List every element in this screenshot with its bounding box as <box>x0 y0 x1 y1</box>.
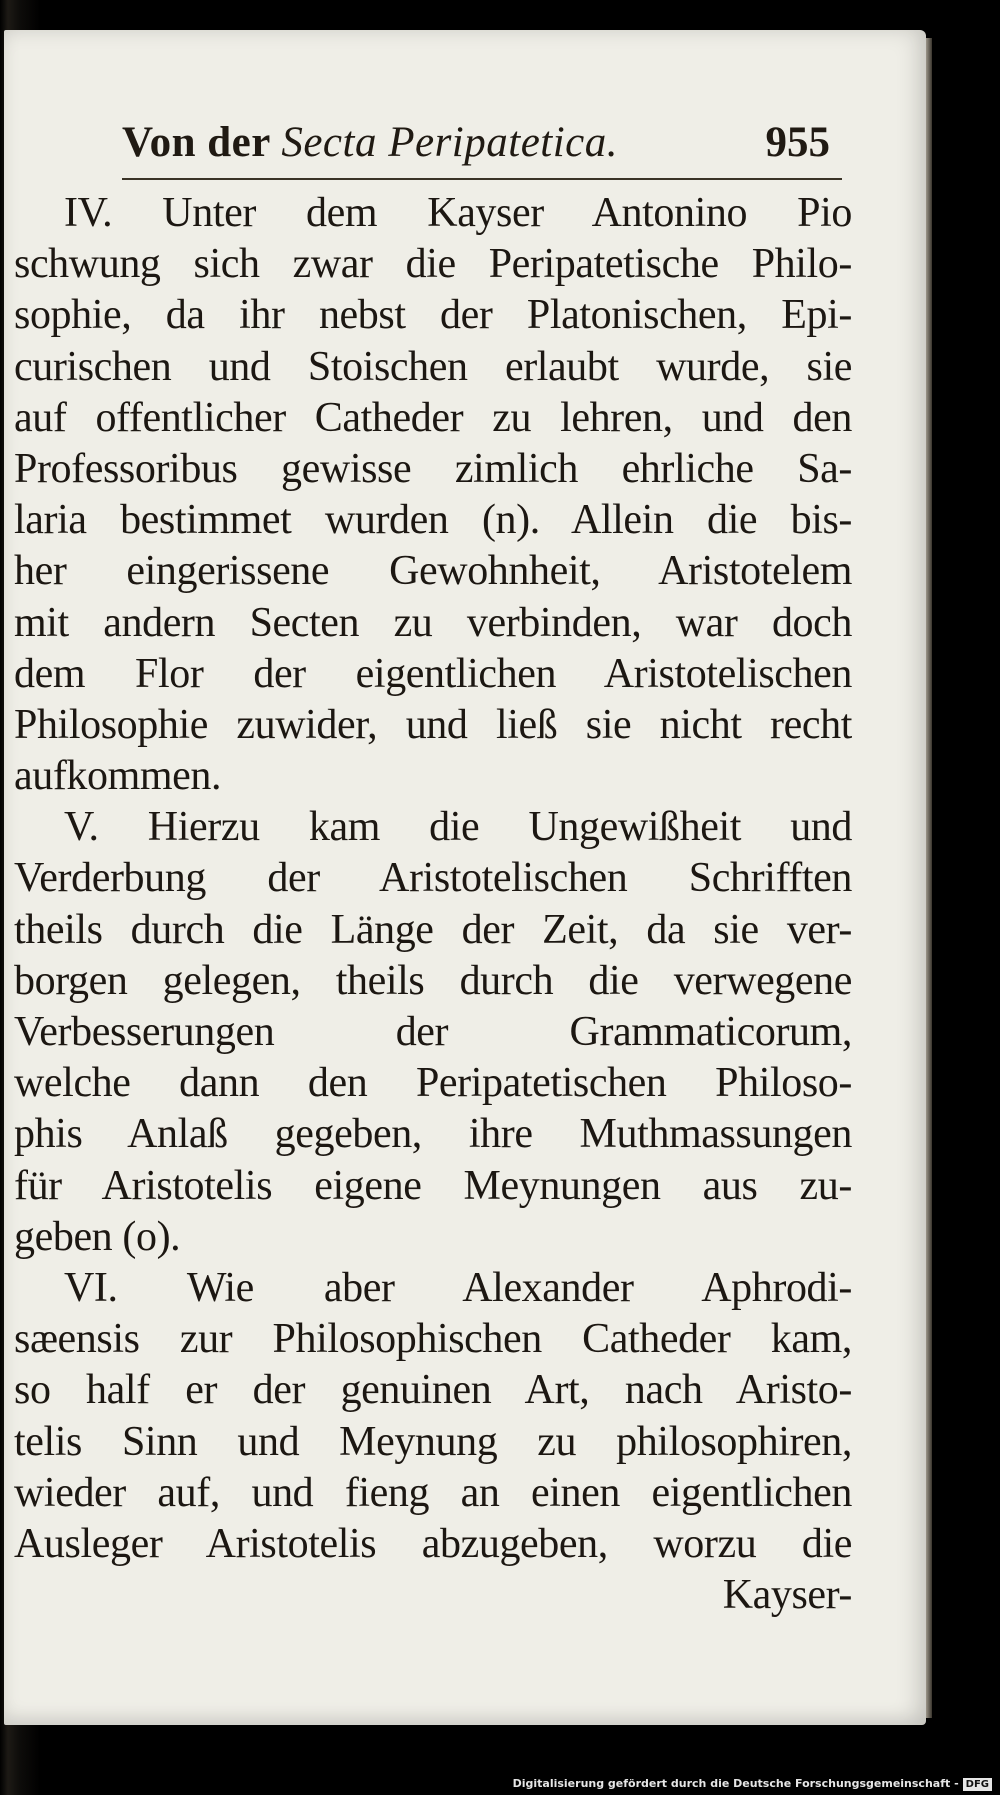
text-line: so half er der genuinen Art, nach Aristo- <box>14 1367 852 1414</box>
text-line: Verderbung der Aristotelischen Schrifften <box>14 855 852 902</box>
text-line: für Aristotelis eigene Meynungen aus zu- <box>14 1162 852 1209</box>
text-line: schwung sich zwar die Peripatetische Philo- <box>14 241 852 288</box>
credit-text: Digitalisierung gefördert durch die Deutsche Forschungsgemeinschaft - <box>512 1777 959 1790</box>
text-line: geben (o). <box>14 1213 181 1260</box>
body-text <box>14 188 852 1621</box>
text-line: V. Hierzu kam die Ungewißheit und <box>64 804 852 851</box>
digitization-credit <box>513 1777 992 1791</box>
text-line: curischen und Stoischen erlaubt wurde, sie <box>14 343 852 390</box>
text-line: sophie, da ihr nebst der Platonischen, Epi- <box>14 292 852 339</box>
text-line: telis Sinn und Meynung zu philosophiren, <box>14 1418 852 1465</box>
text-line: Professoribus gewisse zimlich ehrliche Sa- <box>14 445 852 492</box>
running-title <box>122 118 618 167</box>
text-line: phis Anlaß gegeben, ihre Muthmassungen <box>14 1111 852 1158</box>
text-line: Verbesserungen der Grammaticorum, <box>14 1009 852 1055</box>
text-line: Ausleger Aristotelis abzugeben, worzu die <box>14 1520 852 1567</box>
page-number: 955 <box>765 119 830 166</box>
text-line: mit andern Secten zu verbinden, war doch <box>14 599 852 646</box>
text-line: welche dann den Peripatetischen Philoso- <box>14 1060 852 1107</box>
text-line: Philosophie zuwider, und ließ sie nicht recht <box>14 701 852 748</box>
text-line: IV. Unter dem Kayser Antonino Pio <box>64 190 852 236</box>
text-line: her eingerissene Gewohnheit, Aristotelem <box>14 548 852 595</box>
text-line: aufkommen. <box>14 753 222 800</box>
dfg-logo-badge: DFG <box>963 1778 992 1791</box>
text-line: dem Flor der eigentlichen Aristotelischen <box>14 650 852 697</box>
running-title-lead: Von der <box>122 119 271 166</box>
catchword: Kayser- <box>722 1572 852 1619</box>
text-line: auf offentlicher Catheder zu lehren, und den <box>14 394 852 441</box>
text-line: wieder auf, und fieng an einen eigentlichen <box>14 1469 852 1516</box>
text-line: borgen gelegen, theils durch die verwegene <box>14 957 852 1004</box>
page-header <box>122 112 842 180</box>
text-line: theils durch die Länge der Zeit, da sie ver- <box>14 906 852 953</box>
running-title-italic: Secta Peripatetica. <box>281 119 619 166</box>
text-line: sæensis zur Philosophischen Catheder kam, <box>14 1316 852 1363</box>
text-line: VI. Wie aber Alexander Aphrodi- <box>64 1264 852 1311</box>
book-page <box>4 30 926 1725</box>
text-line: laria bestimmet wurden (n). Allein die bis- <box>14 497 852 544</box>
